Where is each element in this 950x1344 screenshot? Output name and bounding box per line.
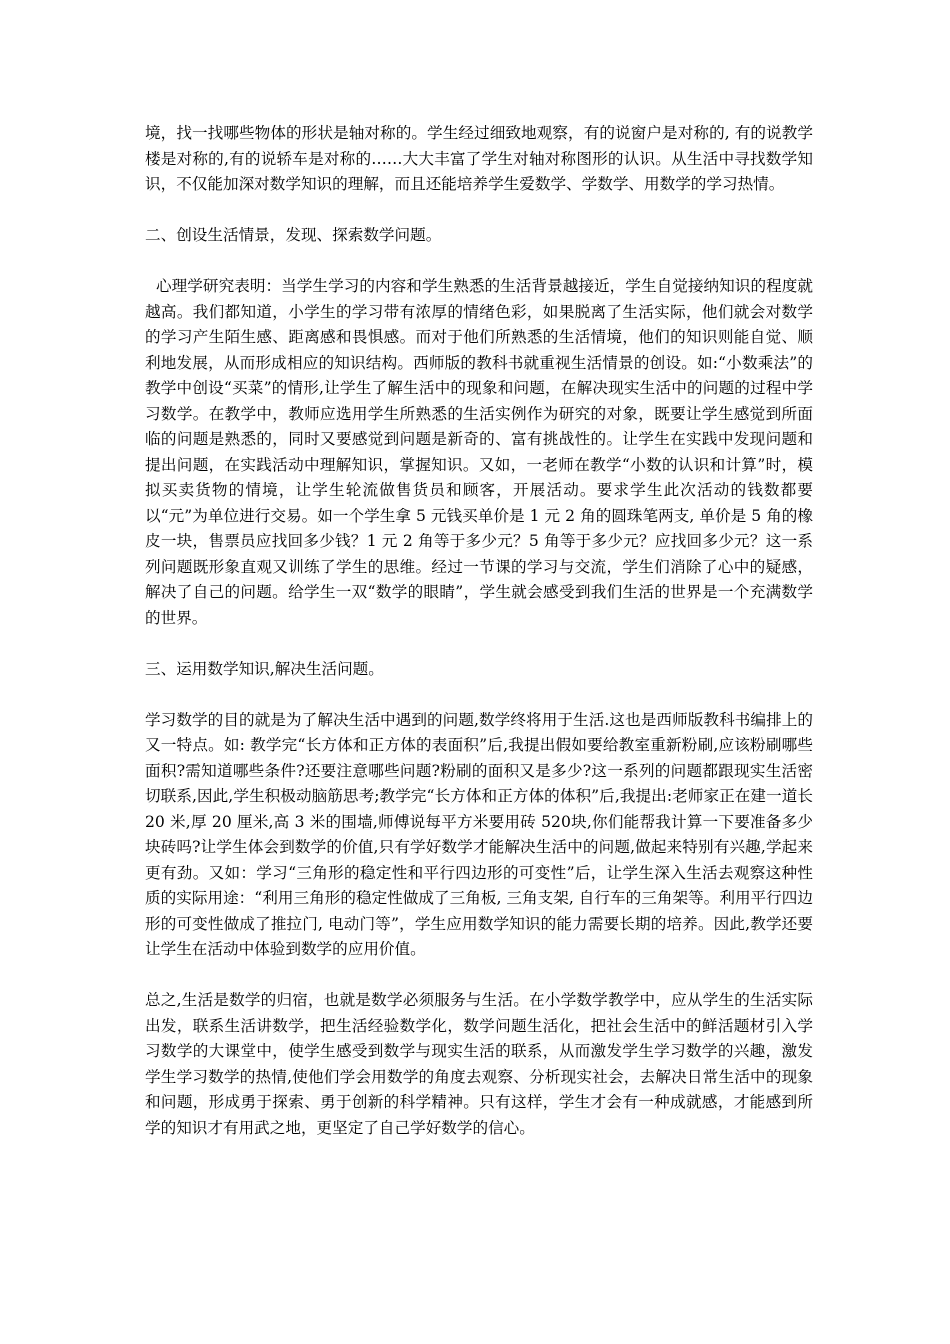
paragraph-spacer: [145, 631, 813, 657]
paragraph-intro-continued: 境，找一找哪些物体的形状是轴对称的。学生经过细致地观察，有的说窗户是对称的, 有的说教学楼是对称的,有的说轿车是对称的……大大丰富了学生对轴对称图形的认识。从生活中寻找数学知识，不仅能加深对数学知识的理解，而且还能培养学生爱数学、学数学、用数学的学习热情。: [145, 124, 813, 193]
document-page: [145, 121, 813, 1141]
paragraph-spacer: [145, 249, 813, 275]
paragraph-spacer: [145, 198, 813, 224]
section-heading-three: 三、运用数学知识,解决生活问题。: [145, 659, 384, 678]
paragraph-spacer: [145, 682, 813, 708]
paragraph-life-scenarios: 心理学研究表明：当学生学习的内容和学生熟悉的生活背景越接近，学生自觉接纳知识的程度就越高。我们都知道，小学生的学习带有浓厚的情绪色彩，如果脱离了生活实际，他们就会对数学的学习产生陌生感、距离感和畏惧感。而对于他们所熟悉的生活情境，他们的知识则能自觉、顺利地发展，从而形成相应的知识结构。西师版的教科书就重视生活情景的创设。如:“小数乘法”的教学中创设“买菜”的情形,让学生了解生活中的现象和问题，在解决现实生活中的问题的过程中学习数学。在教学中，教师应选用学生所熟悉的生活实例作为研究的对象，既要让学生感觉到所面临的问题是熟悉的，同时又要感觉到问题是新奇的、富有挑战性的。让学生在实践中发现问题和提出问题，在实践活动中理解知识，掌握知识。又如，一老师在教学“小数的认识和计算”时，模拟买卖货物的情境，让学生轮流做售货员和顾客，开展活动。要求学生此次活动的钱数都要以“元”为单位进行交易。如一个学生拿 5 元钱买单价是 1 元 2 角的圆珠笔两支, 单价是 5 角的橡皮一块，售票员应找回多少钱？1 元 2 角等于多少元？5 角等于多少元？应找回多少元？这一系列问题既形象直观又训练了学生的思维。经过一节课的学习与交流，学生们消除了心中的疑感，解决了自己的问题。给学生一双“数学的眼睛”，学生就会感受到我们生活的世界是一个充满数学的世界。: [145, 277, 813, 627]
paragraph-apply-knowledge: 学习数学的目的就是为了解决生活中遇到的问题,数学终将用于生活.这也是西师版教科书编排上的又一特点。如: 教学完“长方体和正方体的表面积”后,我提出假如要给教室重新粉刷,应该粉刷哪些面积?需知道哪些条件?还要注意哪些问题?粉刷的面积又是多少?这一系列的问题都跟现实生活密切联系,因此,学生积极动脑筋思考;教学完“长方体和正方体的体积”后,我提出:老师家正在建一道长 20 米,厚 20 厘米,高 3 米的围墙,师傅说每平方米要用砖 520块,你们能帮我计算一下要准备多少块砖吗?让学生体会到数学的价值,只有学好数学才能解决生活中的问题,做起来特别有兴趣,学起来更有劲。又如：学习“三角形的稳定性和平行四边形的可变性”后，让学生深入生活去观察这种性质的实际用途：“利用三角形的稳定性做成了三角板, 三角支架, 自行车的三角架等。利用平行四边形的可变性做成了推拉门, 电动门等”，学生应用数学知识的能力需要长期的培养。因此,教学还要让学生在活动中体验到数学的应用价值。: [145, 710, 813, 958]
section-heading-two: 二、创设生活情景，发现、探索数学问题。: [145, 226, 442, 244]
paragraph-spacer: [145, 963, 813, 989]
paragraph-conclusion: 总之,生活是数学的归宿，也就是数学必须服务与生活。在小学数学教学中，应从学生的生活实际出发，联系生活讲数学，把生活经验数学化，数学问题生活化，把社会生活中的鲜活题材引入学习数学的大课堂中，使学生感受到数学与现实生活的联系，从而激发学生学习数学的兴趣，激发学生学习数学的热情,使他们学会用数学的角度去观察、分析现实社会，去解决日常生活中的现象和问题，形成勇于探索、勇于创新的科学精神。只有这样，学生才会有一种成就感，才能感到所学的知识才有用武之地，更坚定了自己学好数学的信心。: [145, 991, 813, 1137]
